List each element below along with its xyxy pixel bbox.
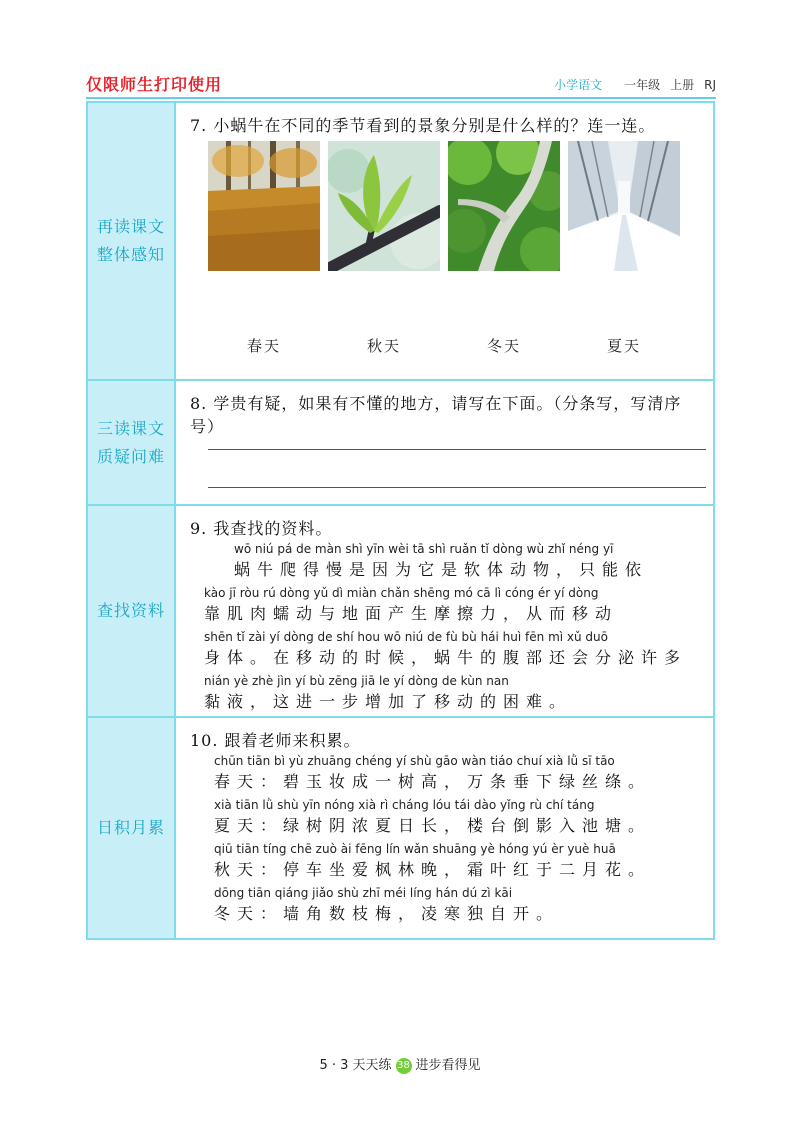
season-label: 夏天 [606,337,641,355]
question-7: 7. 小蜗牛在不同的季节看到的景象分别是什么样的？连一连。 [190,116,656,135]
section-label [88,506,176,716]
subject-label: 小学语文 [554,78,603,92]
page-header [86,72,716,94]
season-label: 春天 [246,337,281,355]
section-content [176,381,713,504]
hanzi-line: 夏天：绿树阴浓夏日长，楼台倒影入池塘。 [214,816,652,835]
section-label [88,718,176,938]
section-question [88,381,713,506]
poem-passage [204,752,704,928]
section-content [176,718,713,938]
label-line: 查找资料 [96,601,165,620]
spring-bud-image [328,141,440,271]
hanzi-line: 蜗牛爬得慢是因为它是软体动物，只能依 [234,560,649,579]
section-content [176,103,713,379]
season-labels [208,335,688,359]
header-divider [86,97,716,99]
grade-label: 一年级 [624,78,661,92]
section-reread [88,103,713,381]
section-label [88,103,176,379]
pinyin-line: nián yè zhè jìn yí bù zēng jiā le yí dòng de kùn nan [204,674,509,688]
edition-label: RJ [704,78,716,92]
hanzi-line: 身体。在移动的时候，蜗牛的腹部还会分泌许多 [204,648,688,667]
pinyin-line: chūn tiān bì yù zhuāng chéng yí shù gāo wàn tiáo chuí xià lǜ sī tāo [214,754,615,768]
hanzi-line: 靠肌肉蠕动与地面产生摩擦力，从而移动 [204,604,619,623]
section-accumulate [88,718,713,938]
print-notice: 仅限师生打印使用 [86,75,223,94]
label-line: 日积月累 [96,818,165,837]
season-label: 秋天 [366,337,401,355]
autumn-leaves-image [208,141,320,271]
hanzi-line: 春天：碧玉妆成一树高，万条垂下绿丝绦。 [214,772,652,791]
label-line: 再读课文 [96,217,165,236]
page-footer [0,1054,800,1074]
hanzi-line: 冬天：墙角数枝梅，凌寒独自开。 [214,904,560,923]
section-content [176,506,713,716]
hanzi-line: 秋天：停车坐爱枫林晚，霜叶红于二月花。 [214,860,652,879]
series-name: 5 · 3 天天练 [319,1058,392,1073]
pinyin-line: kào jī ròu rú dòng yǔ dì miàn chǎn shēng mó cā lì cóng ér yí dòng [204,586,599,600]
section-label [88,381,176,504]
answer-line[interactable] [208,487,706,488]
question-9: 9. 我查找的资料。 [190,519,333,538]
season-label: 冬天 [486,337,521,355]
summer-forest-image [448,141,560,271]
pinyin-line: shēn tǐ zài yí dòng de shí hou wō niú de fù bù hái huì fēn mì xǔ duō [204,630,608,644]
hanzi-line: 黏液，这进一步增加了移动的困难。 [204,692,573,711]
volume-label: 上册 [670,78,695,92]
book-info [544,76,716,93]
section-research [88,506,713,718]
pinyin-line: dōng tiān qiáng jiǎo shù zhī méi líng hán dú zì kāi [214,886,513,900]
pinyin-line: xià tiān lǜ shù yīn nóng xià rì cháng lóu tái dào yǐng rù chí táng [214,798,595,812]
pinyin-line: wō niú pá de màn shì yīn wèi tā shì ruǎn tǐ dòng wù zhǐ néng yī [234,542,614,556]
question-8: 8. 学贵有疑，如果有不懂的地方，请写在下面。（分条写，写清序号） [190,394,682,436]
label-line: 质疑问难 [96,446,165,466]
page-number: 38 [396,1058,412,1074]
label-line: 三读课文 [96,418,165,438]
question-10: 10. 跟着老师来积累。 [190,731,361,750]
worksheet-table [86,101,715,940]
research-passage [204,540,704,716]
winter-snow-image [568,141,680,271]
label-line: 整体感知 [96,245,165,264]
slogan: 进步看得见 [415,1058,481,1073]
season-photos [208,141,688,271]
answer-line[interactable] [208,449,706,450]
pinyin-line: qiū tiān tíng chē zuò ài fēng lín wǎn shuāng yè hóng yú èr yuè huā [214,842,616,856]
